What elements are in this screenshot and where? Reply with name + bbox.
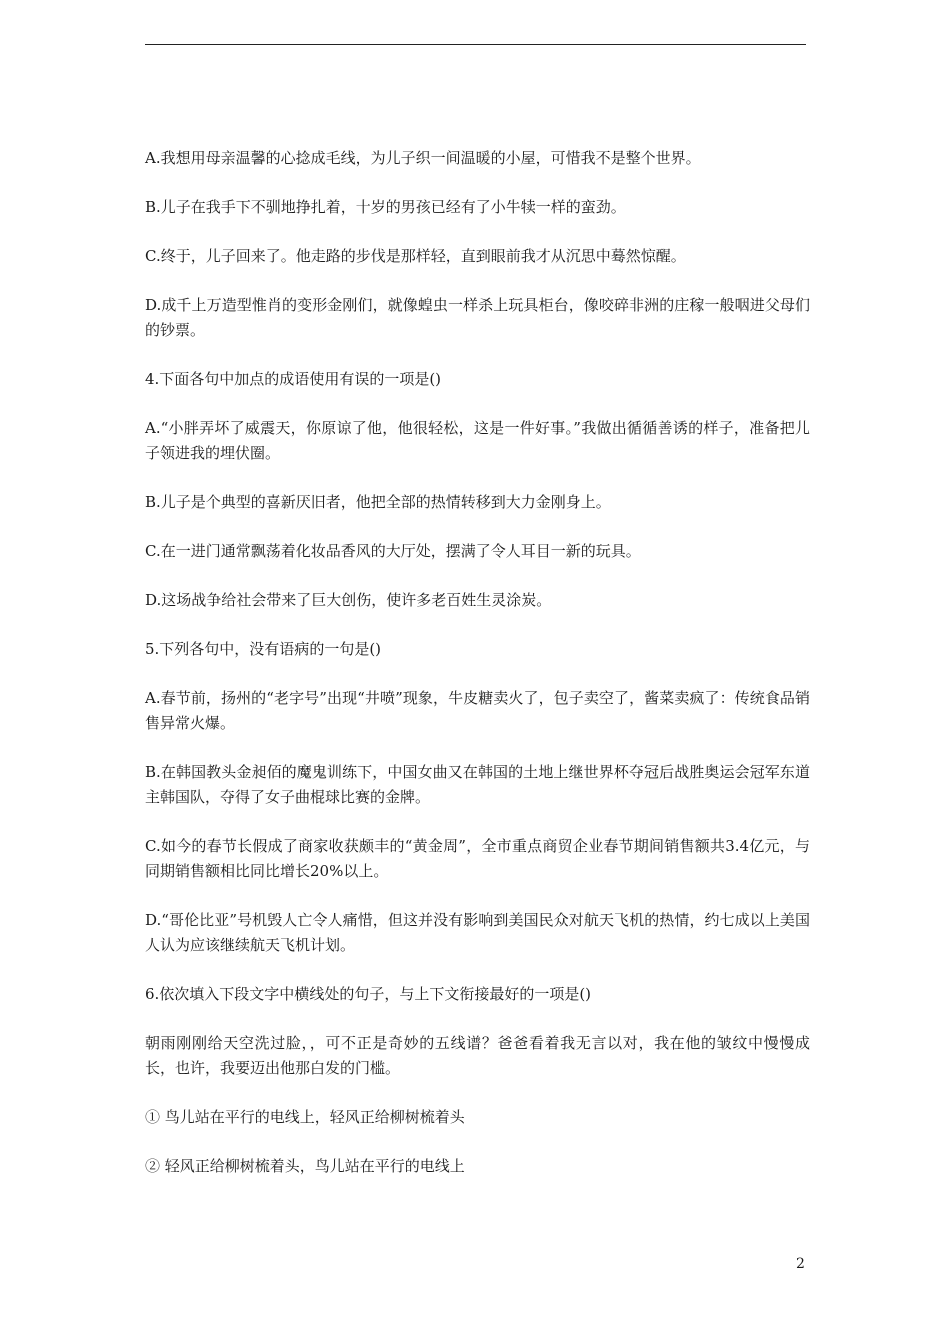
choice-2: ② 轻风正给柳树梳着头，鸟儿站在平行的电线上 bbox=[145, 1157, 465, 1175]
option-4a: A.“小胖弄坏了威震天，你原谅了他，他很轻松，这是一件好事。”我做出循循善诱的样子，准备把儿子领进我的埋伏圈。 bbox=[145, 419, 810, 462]
option-3b: B.儿子在我手下不驯地挣扎着，十岁的男孩已经有了小牛犊一样的蛮劲。 bbox=[145, 198, 626, 216]
question-4: 4.下面各句中加点的成语使用有误的一项是() bbox=[145, 370, 442, 388]
option-4b: B.儿子是个典型的喜新厌旧者，他把全部的热情转移到大力金刚身上。 bbox=[145, 493, 611, 511]
option-4c: C.在一进门通常飘荡着化妆品香风的大厅处，摆满了令人耳目一新的玩具。 bbox=[145, 542, 641, 560]
option-3d: D.成千上万造型惟肖的变形金刚们，就像蝗虫一样杀上玩具柜台，像咬碎非洲的庄稼一般咽进父母们的钞票。 bbox=[145, 296, 810, 339]
question-5: 5.下列各句中，没有语病的一句是() bbox=[145, 640, 382, 658]
choice-1: ① 鸟儿站在平行的电线上，轻风正给柳树梳着头 bbox=[145, 1108, 465, 1126]
header-rule bbox=[145, 44, 806, 45]
option-5b: B.在韩国教头金昶佰的魔鬼训练下，中国女曲又在韩国的土地上继世界杯夺冠后战胜奥运会冠军东道主韩国队，夺得了女子曲棍球比赛的金牌。 bbox=[145, 763, 810, 806]
option-5d: D.“哥伦比亚”号机毁人亡令人痛惜，但这并没有影响到美国民众对航天飞机的热情，约七成以上美国人认为应该继续航天飞机计划。 bbox=[145, 911, 810, 954]
option-5c: C.如今的春节长假成了商家收获颇丰的“黄金周”，全市重点商贸企业春节期间销售额共3.4亿元，与同期销售额相比同比增长20%以上。 bbox=[145, 837, 810, 880]
option-5a: A.春节前，扬州的“老字号”出现“井喷”现象，牛皮糖卖火了，包子卖空了，酱菜卖疯了：传统食品销售异常火爆。 bbox=[145, 689, 810, 732]
option-4d: D.这场战争给社会带来了巨大创伤，使许多老百姓生灵涂炭。 bbox=[145, 591, 552, 609]
option-3a: A.我想用母亲温馨的心捻成毛线，为儿子织一间温暖的小屋，可惜我不是整个世界。 bbox=[145, 149, 701, 167]
question-6: 6.依次填入下段文字中横线处的句子，与上下文衔接最好的一项是() bbox=[145, 985, 592, 1003]
page-number: 2 bbox=[796, 1256, 805, 1272]
document-body bbox=[145, 146, 810, 1203]
option-3c: C.终于，儿子回来了。他走路的步伐是那样轻，直到眼前我才从沉思中蓦然惊醒。 bbox=[145, 247, 686, 265]
question-6-passage: 朝雨刚刚给天空洗过脸，，可不正是奇妙的五线谱？爸爸看着我无言以对，我在他的皱纹中慢慢成长，也许，我要迈出他那白发的门槛。 bbox=[145, 1034, 810, 1077]
